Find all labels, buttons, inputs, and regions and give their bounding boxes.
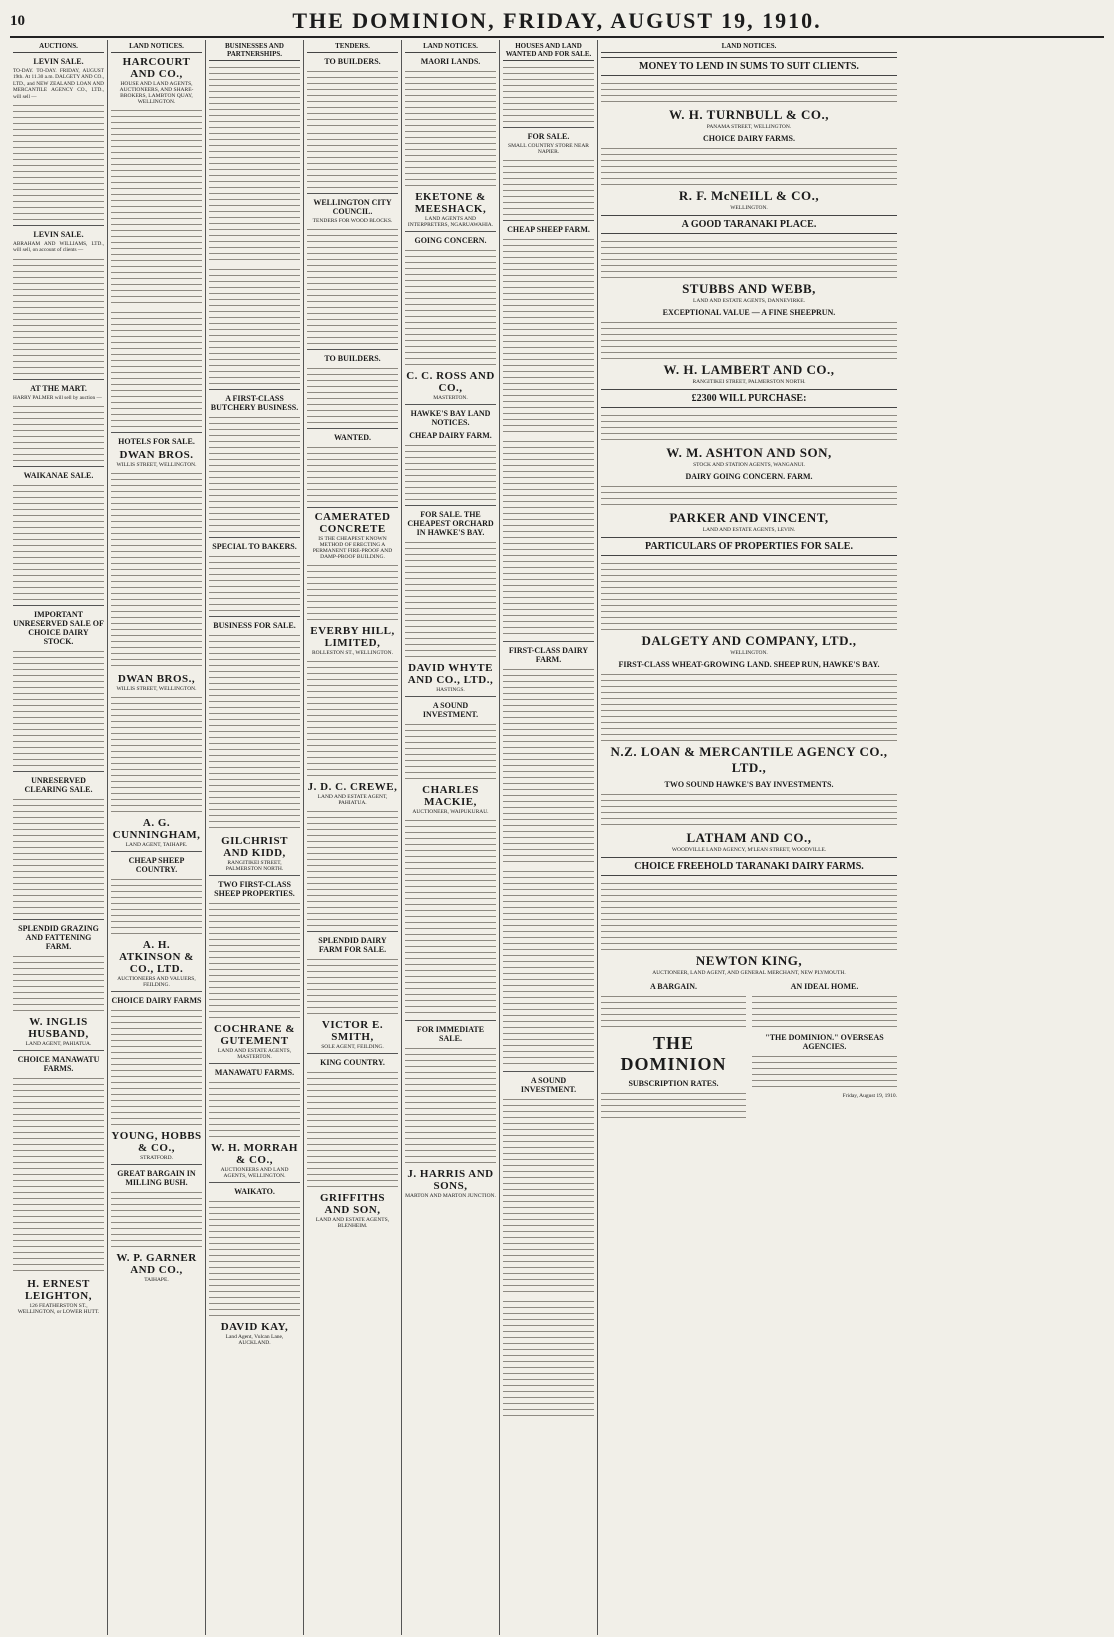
advertiser-address: MASTERTON. [433,395,468,401]
section-heading: DAIRY GOING CONCERN. FARM. [685,472,813,481]
text-block [503,157,594,217]
section-heading: LEVIN SALE. [33,57,84,66]
section-heading: CHEAP SHEEP COUNTRY. [128,856,185,874]
text-block [13,482,104,602]
text-block [307,808,398,928]
advertiser-name: STUBBS AND WEBB, [682,281,816,296]
column-heading: HOUSES AND LAND WANTED AND FOR SALE. [503,40,594,61]
section-heading: WAIKANAE SALE. [23,471,94,481]
bottom-ads [601,978,897,1122]
divider [209,1063,300,1064]
text-block [307,956,398,1016]
advertiser-name: W. H. MORRAH & CO., [211,1142,298,1166]
section-heading: SPLENDID DAIRY FARM FOR SALE. [318,936,387,954]
section-heading: HOTELS FOR SALE. [118,437,195,446]
advertiser-address: LAND AGENT, PAHIATUA. [25,1041,92,1048]
section-heading: A FIRST-CLASS BUTCHERY BUSINESS. [210,394,299,412]
text-block [405,247,496,367]
advertiser-name: A. H. ATKINSON & CO., LTD. [119,939,194,975]
divider [503,1071,594,1072]
section-heading: UNRESERVED CLEARING SALE. [24,776,93,795]
text-block [13,796,104,916]
text-block [13,953,104,1013]
text-block [503,1096,594,1296]
columns [10,40,1104,1635]
section-heading: WANTED. [333,433,372,442]
advertiser-name: CAMERATED CONCRETE [314,511,391,535]
advertiser-address: TAIHAPE. [144,1277,169,1283]
divider [503,127,594,128]
divider [405,696,496,697]
divider [503,641,594,642]
text-block [601,791,897,827]
text-block [209,553,300,613]
section-heading: LEVIN SALE. [33,230,84,240]
section-heading: EXCEPTIONAL VALUE — A FINE SHEEPRUN. [662,308,836,317]
advertiser-address: AUCTIONEER, LAND AGENT, AND GENERAL MERCHANT, NEW PLYMOUTH. [652,970,846,976]
section-heading: IMPORTANT UNRESERVED SALE OF CHOICE DAIRY STOCK. [13,610,104,647]
section-heading: CHOICE DAIRY FARMS [111,996,202,1005]
advertiser-name: W. M. ASHTON AND SON, [666,445,832,460]
advertiser-name: A. G. CUNNINGHAM, [112,817,201,841]
advertiser-name: GILCHRIST AND KIDD, [221,835,288,859]
advertiser-name: N.Z. LOAN & MERCANTILE AGENCY CO., LTD., [610,744,888,775]
advertiser-address: WELLINGTON. [730,650,768,656]
advertiser-address: AUCTIONEERS AND LAND AGENTS, WELLINGTON. [220,1167,289,1179]
divider [307,507,398,508]
divider [13,771,104,772]
page-number: 10 [10,12,25,29]
divider [13,919,104,920]
banner-heading: MONEY TO LEND IN SUMS TO SUIT CLIENTS. [601,57,897,76]
masthead [10,6,1104,38]
section-heading: TWO FIRST-CLASS SHEEP PROPERTIES. [214,880,295,898]
text-block [13,102,104,222]
column-heading: LAND NOTICES. [601,40,897,53]
text-block [405,68,496,188]
text-block [601,238,897,278]
text-block [405,1045,496,1165]
advertiser-address: RANGITIKEI STREET, PALMERSTON NORTH. [692,379,806,385]
ad-text: ABRAHAM AND WILLIAMS, LTD., will sell, on account of clients — [13,241,104,254]
advertiser-name: DAVID KAY, [220,1321,289,1333]
section-heading: AT THE MART. [30,383,87,393]
divider [13,466,104,467]
text-block [503,64,594,124]
text-block [503,868,594,1068]
text-block [13,1075,104,1275]
section-heading: GREAT BARGAIN IN MILLING BUSH. [117,1169,196,1187]
section-heading: "THE DOMINION." OVERSEAS AGENCIES. [765,1033,884,1051]
text-block [111,1189,202,1249]
text-block [111,309,202,429]
advertiser-name: YOUNG, HOBBS & CO., [111,1130,202,1154]
banner-heading: £2300 WILL PURCHASE: [601,389,897,408]
bottom-ad-right [752,978,897,1122]
page-title: THE DOMINION, FRIDAY, AUGUST 19, 1910. [292,8,822,33]
column-heading: LAND NOTICES. [405,40,496,53]
text-block [405,817,496,1017]
section-heading: FIRST-CLASS WHEAT-GROWING LAND. SHEEP RUN, HAWKE'S BAY. [618,660,880,669]
column-businesses [206,40,304,1635]
advertiser-name: EKETONE & MEESHACK, [414,191,487,215]
section-heading: MANAWATU FARMS. [214,1068,295,1077]
section-heading: TWO SOUND HAWKE'S BAY INVESTMENTS. [664,780,834,789]
section-heading: SPLENDID GRAZING AND FATTENING FARM. [18,924,99,952]
advertiser-name: VICTOR E. SMITH, [321,1019,384,1043]
divider [209,875,300,876]
divider [111,851,202,852]
dominion-logo: THE DOMINION [620,1033,727,1074]
advertiser-name: J. D. C. CREWE, [307,781,398,793]
section-heading: CHOICE MANAWATU FARMS. [17,1055,100,1074]
column-land-notices-wide [598,40,900,1635]
divider [13,225,104,226]
section-heading: TO BUILDERS. [324,354,381,363]
advertiser-name: EVERBY HILL, LIMITED, [310,625,395,649]
footer-date: Friday, August 19, 1910. [842,1093,897,1099]
advertiser-name: J. HARRIS AND SONS, [407,1168,494,1192]
text-block [601,993,746,1029]
advertiser-name: R. F. McNEILL & CO., [678,188,820,203]
advertiser-address: WILLIS STREET, WELLINGTON. [116,462,197,468]
advertiser-address: LAND AGENTS AND INTERPRETERS, NGARUAWAHIA. [407,216,494,228]
advertiser-address: WILLIS STREET, WELLINGTON. [116,686,197,692]
divider [503,220,594,221]
advertiser-name: H. ERNEST LEIGHTON, [25,1278,92,1303]
advertiser-name: PARKER AND VINCENT, [669,510,829,525]
text-block [503,438,594,638]
section-heading: KING COUNTRY. [320,1058,385,1067]
text-block [752,1053,897,1089]
advertiser-address: Land Agent, Vulcan Lane, AUCKLAND. [225,1334,284,1346]
section-heading: SUBSCRIPTION RATES. [628,1079,719,1088]
section-heading: BUSINESS FOR SALE. [213,621,296,630]
text-block [307,226,398,346]
section-heading: CHEAP DAIRY FARM. [409,431,492,440]
advertiser-address: LAND AGENT, TAIHAPE. [125,842,188,848]
text-block [307,444,398,504]
advertiser-name: DALGETY AND COMPANY, LTD., [641,633,857,648]
section-heading: WELLINGTON CITY COUNCIL. [313,198,392,216]
divider [307,1053,398,1054]
text-block [503,1298,594,1418]
section-subheading: IS THE CHEAPEST KNOWN METHOD OF ERECTING A PERMANENT FIRE-PROOF AND DAMP-PROOF BUILDING. [312,536,393,560]
section-heading: CHOICE DAIRY FARMS. [703,134,795,143]
divider [405,505,496,506]
section-heading: WAIKATO. [234,1187,275,1196]
advertiser-address: AUCTIONEERS AND VALUERS, FEILDING. [117,976,196,988]
column-auctions [10,40,108,1635]
text-block [503,236,594,436]
text-block [307,130,398,190]
column-heading: AUCTIONS. [13,40,104,53]
advertiser-name: COCHRANE & GUTEMENT [213,1023,296,1047]
text-block [307,562,398,622]
advertiser-address: RANGITIKEI STREET, PALMERSTON NORTH. [225,860,284,872]
column-land-notices-2 [402,40,500,1635]
text-block [111,694,202,814]
text-block [307,365,398,425]
ad-text: TO-DAY. TO-DAY. FRIDAY, AUGUST 19th. At 11.30 a.m. DALGETY AND CO., LTD., and NEW ZEALAND LOAN AND MERCANTILE AGENCY CO., LTD., will sell — [13,68,104,100]
divider [111,991,202,992]
divider [209,389,300,390]
advertiser-address: LAND AND ESTATE AGENTS, BLENHEIM. [315,1217,390,1229]
text-block [209,1079,300,1139]
divider [209,1182,300,1183]
text-block [405,539,496,659]
divider [111,1164,202,1165]
banner-heading: A GOOD TARANAKI PLACE. [601,215,897,234]
advertiser-name: W. H. LAMBERT AND CO., [663,362,835,377]
advertiser-address: LAND AND ESTATE AGENTS, LEVIN. [702,527,796,533]
text-block [405,721,496,781]
advertiser-name: W. INGLIS HUSBAND, [28,1016,89,1041]
advertiser-address: WOODVILLE LAND AGENCY, M'LEAN STREET, WOODVILLE. [671,847,827,853]
text-block [601,880,897,950]
section-heading: A BARGAIN. [649,982,698,991]
text-block [601,80,897,104]
advertiser-name: LATHAM AND CO., [686,830,812,845]
advertiser-name: HARCOURT AND CO., [122,56,191,80]
divider [405,231,496,232]
text-block [601,560,897,630]
advertiser-name: NEWTON KING, [695,953,803,968]
divider [405,404,496,405]
text-block [13,648,104,768]
column-heading: LAND NOTICES. [111,40,202,53]
text-block [13,403,104,463]
column-land-notices-1 [108,40,206,1635]
text-block [307,68,398,128]
section-heading: HAWKE'S BAY LAND NOTICES. [410,409,491,427]
text-block [601,412,897,442]
advertiser-name: DAVID WHYTE AND CO., LTD., [407,662,494,686]
text-block [503,666,594,866]
text-block [209,900,300,1020]
advertiser-address: WELLINGTON. [730,205,768,211]
advertiser-name: C. C. ROSS AND CO., [406,370,495,394]
text-block [209,414,300,534]
divider [405,1020,496,1021]
divider [13,379,104,380]
text-block [601,145,897,185]
advertiser-address: SOLE AGENT, FEILDING. [321,1044,384,1050]
divider [307,931,398,932]
advertiser-address: 126 FEATHERSTON ST., WELLINGTON, or LOWER HUTT. [17,1303,100,1316]
column-tenders [304,40,402,1635]
text-block [307,658,398,778]
column-heading: BUSINESSES AND PARTNERSHIPS. [209,40,300,61]
text-block [111,1007,202,1127]
advertiser-address: MARTON AND MARTON JUNCTION. [405,1193,496,1199]
column-houses-and-land [500,40,598,1635]
advertiser-address: STOCK AND STATION AGENTS, WANGANUI. [693,462,805,468]
text-block [111,876,202,936]
section-subheading: TENDERS FOR WOOD BLOCKS. [312,218,393,224]
divider [13,1050,104,1051]
advertiser-address: LAND AND ESTATE AGENTS, DANNEVIRKE. [693,298,805,304]
divider [111,432,202,433]
advertiser-address: AUCTIONEER, WAIPUKURAU. [412,809,489,815]
advertiser-address: HASTINGS. [436,687,465,693]
text-block [307,1069,398,1189]
text-block [601,671,897,741]
text-block [111,470,202,670]
advertiser-address: LAND AND ESTATE AGENT, PAHIATUA. [317,794,388,806]
text-block [209,632,300,832]
column-heading: TENDERS. [307,40,398,53]
advertiser-name: CHARLES MACKIE, [422,784,479,808]
section-heading: A SOUND INVESTMENT. [422,701,479,719]
divider [209,616,300,617]
advertiser-address: LAND AND ESTATE AGENTS, MASTERTON. [217,1048,292,1060]
advertiser-name: DWAN BROS., [117,673,196,685]
advertiser-address: ROLLESTON ST., WELLINGTON. [311,650,394,656]
section-heading: AN IDEAL HOME. [790,982,859,991]
text-block [601,1090,746,1120]
banner-heading: PARTICULARS OF PROPERTIES FOR SALE. [601,537,897,556]
text-block [209,64,300,264]
section-heading: TO BUILDERS. [324,57,381,66]
advertiser-address: STRATFORD. [140,1155,173,1161]
divider [307,193,398,194]
advertiser-name: W. H. TURNBULL & CO., [668,107,830,122]
divider [307,428,398,429]
section-heading: CHEAP SHEEP FARM. [507,225,590,234]
section-heading: SPECIAL TO BAKERS. [212,542,297,551]
text-block [209,1198,300,1318]
text-block [111,107,202,307]
section-subheading: SMALL COUNTRY STORE NEAR NAPIER. [508,143,589,155]
text-block [601,319,897,359]
section-heading: FOR SALE. THE CHEAPEST ORCHARD IN HAWKE'S BAY. [407,510,494,537]
section-heading: MAORI LANDS. [420,57,481,66]
text-block [209,266,300,386]
advertiser-address: HOUSE AND LAND AGENTS, AUCTIONEERS, AND SHARE-BROKERS, LAMBTON QUAY, WELLINGTON. [119,81,194,105]
section-heading: GOING CONCERN. [414,236,487,245]
divider [307,349,398,350]
bottom-ad-left [601,978,746,1122]
section-heading: A SOUND INVESTMENT. [520,1076,577,1094]
section-heading: FOR IMMEDIATE SALE. [416,1025,485,1043]
text-block [405,442,496,502]
section-heading: FIRST-CLASS DAIRY FARM. [508,646,589,664]
advertiser-name: DWAN BROS. [119,449,194,461]
text-block [13,256,104,376]
ad-text: HARRY PALMER will sell by auction — [13,394,102,401]
advertiser-name: GRIFFITHS AND SON, [319,1192,385,1216]
advertiser-address: PANAMA STREET, WELLINGTON. [706,124,792,130]
section-heading: FOR SALE. [527,132,570,141]
divider [13,605,104,606]
advertiser-name: W. P. GARNER AND CO., [116,1252,197,1276]
text-block [601,483,897,507]
text-block [752,993,897,1029]
banner-heading: CHOICE FREEHOLD TARANAKI DAIRY FARMS. [601,857,897,876]
divider [209,537,300,538]
